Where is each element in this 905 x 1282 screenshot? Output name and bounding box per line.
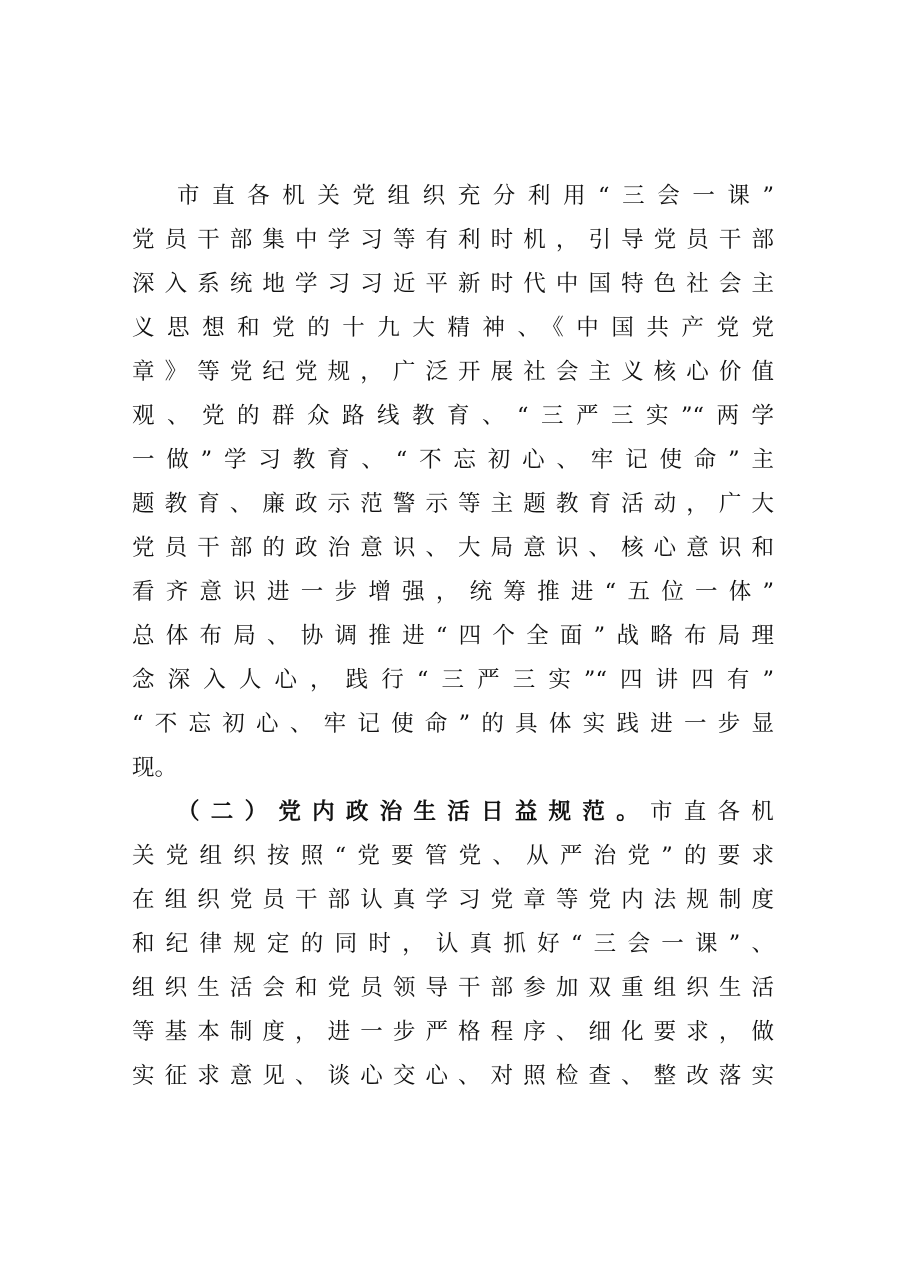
paragraph-1-line-5: 章》等党纪党规，广泛开展社会主义核心价值 [132,359,774,385]
section-heading-char: 日 [481,799,504,825]
paragraph-2-line-6: 等基本制度，进一步严格程序、细化要求，做 [132,1019,774,1045]
paragraph-1-line-8: 题教育、廉政示范警示等主题教育活动，广大 [132,491,774,517]
paragraph-1-line-14: 现。 [132,755,178,781]
paragraph-2-line-1-text-char: 市 [649,799,673,825]
section-heading-char: ） [244,799,268,825]
paragraph-1-line-9: 党员干部的政治意识、大局意识、核心意识和 [132,535,774,561]
paragraph-1-line-1: 市直各机关党组织充分利用“三会一课” [177,183,774,209]
paragraph-2-line-7: 实征求意见、谈心交心、对照检查、整改落实 [132,1063,774,1089]
paragraph-2-line-1-text-char: 各 [717,799,741,825]
section-heading-char: 。 [616,799,639,825]
section-heading-char: （ [177,799,200,825]
paragraph-2-line-3: 在组织党员干部认真学习党章等党内法规制度 [132,887,774,913]
paragraph-1-line-12: 念深入人心，践行“三严三实”“四讲四有” [132,667,774,693]
paragraph-2-line-1-text-char: 直 [683,799,707,825]
paragraph-1-line-3: 深入系统地学习习近平新时代中国特色社会主 [132,271,774,297]
paragraph-1-line-7: 一做”学习教育、“不忘初心、牢记使命”主 [132,447,774,473]
paragraph-1-line-4: 义思想和党的十九大精神、《中国共产党党 [132,315,774,341]
section-heading-char: 治 [379,799,403,825]
paragraph-2-line-5: 组织生活会和党员领导干部参加双重组织生活 [132,975,774,1001]
paragraph-1-line-11: 总体布局、协调推进“四个全面”战略布局理 [132,623,774,649]
section-heading-char: 活 [447,799,470,825]
paragraph-2-line-1 [132,797,774,827]
paragraph-2-line-4: 和纪律规定的同时，认真抓好“三会一课”、 [132,931,774,957]
paragraph-1-line-10: 看齐意识进一步增强，统筹推进“五位一体” [132,579,774,605]
paragraph-1-line-6: 观、党的群众路线教育、“三严三实”“两学 [132,403,774,429]
paragraph-1-line-13: “不忘初心、牢记使命”的具体实践进一步显 [132,711,774,737]
section-heading-char: 范 [582,799,605,825]
section-heading-char: 内 [312,799,335,825]
paragraph-1-line-2: 党员干部集中学习等有利时机，引导党员干部 [132,227,774,253]
section-heading-char: 党 [278,799,301,825]
section-heading-char: 生 [413,799,436,825]
section-heading-char: 益 [514,799,538,825]
section-heading-char: 二 [210,799,234,825]
paragraph-2-line-1-text-char: 机 [751,799,774,825]
section-heading-char: 政 [345,799,369,825]
section-heading-char: 规 [548,799,572,825]
paragraph-2-line-2: 关党组织按照“党要管党、从严治党”的要求 [132,843,774,869]
